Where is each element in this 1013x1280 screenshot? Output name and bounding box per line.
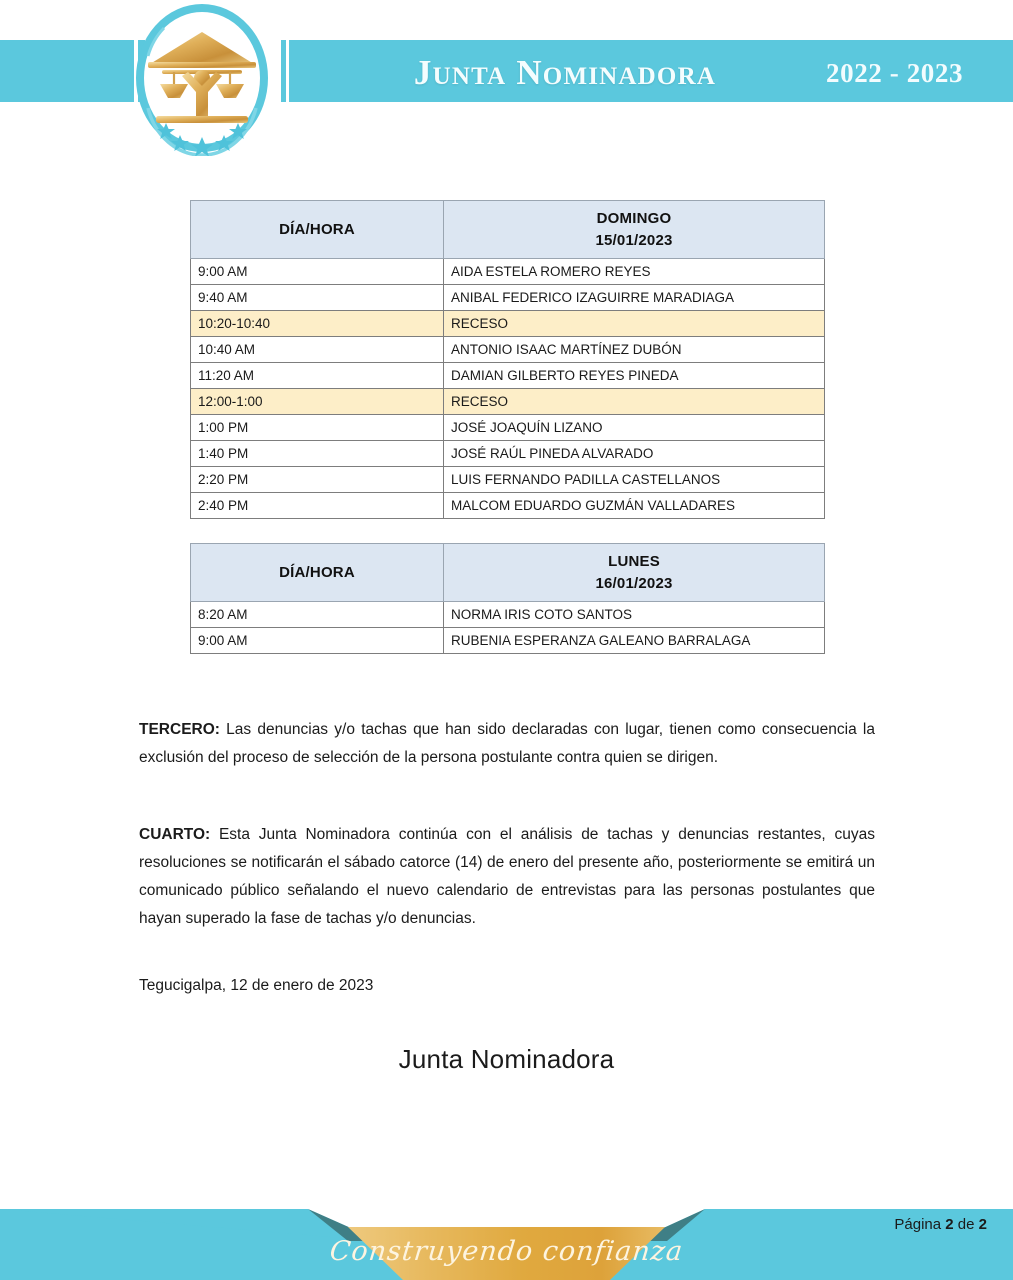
cell-time: 9:00 AM — [191, 628, 444, 654]
column-header-day — [444, 544, 825, 602]
footer-page-current: 2 — [945, 1216, 954, 1233]
cell-time: 1:00 PM — [191, 415, 444, 441]
cell-name: ANTONIO ISAAC MARTÍNEZ DUBÓN — [444, 337, 825, 363]
paragraph-cuarto-text: Esta Junta Nominadora continúa con el análisis de tachas y denuncias restantes, cuyas resoluciones se notificarán el sábado catorce (14) de enero del presente año, posteriormente se emitirá un comunicado público señalando el nuevo calendario de entrevistas para las personas postulantes que hayan superado la fase de tachas y/o denuncias. — [139, 825, 875, 927]
cell-time: 12:00-1:00 — [191, 389, 444, 415]
paragraph-tercero — [139, 716, 875, 772]
footer-page-total: 2 — [978, 1216, 987, 1233]
page-header — [0, 0, 1013, 160]
cell-time: 10:40 AM — [191, 337, 444, 363]
column-header-time: DÍA/HORA — [191, 544, 444, 602]
cell-name: RUBENIA ESPERANZA GALEANO BARRALAGA — [444, 628, 825, 654]
table-row — [191, 389, 825, 415]
column-header-day-name: DOMINGO — [596, 209, 672, 227]
place-and-date: Tegucigalpa, 12 de enero de 2023 — [139, 976, 374, 994]
cell-time: 11:20 AM — [191, 363, 444, 389]
column-header-day-name: LUNES — [608, 552, 660, 570]
cell-time: 8:20 AM — [191, 602, 444, 628]
table-row — [191, 259, 825, 285]
cell-time: 9:40 AM — [191, 285, 444, 311]
cell-time: 2:20 PM — [191, 467, 444, 493]
cell-name: MALCOM EDUARDO GUZMÁN VALLADARES — [444, 493, 825, 519]
schedule-table-lunes-wrapper — [190, 543, 825, 654]
cell-name: JOSÉ JOAQUÍN LIZANO — [444, 415, 825, 441]
table-row — [191, 602, 825, 628]
cell-name: LUIS FERNANDO PADILLA CASTELLANOS — [444, 467, 825, 493]
cell-time: 10:20-10:40 — [191, 311, 444, 337]
cell-time: 9:00 AM — [191, 259, 444, 285]
table-row — [191, 363, 825, 389]
table-row — [191, 337, 825, 363]
cell-name: ANIBAL FEDERICO IZAGUIRRE MARADIAGA — [444, 285, 825, 311]
paragraph-tercero-label: TERCERO: — [139, 720, 220, 738]
cell-name: RECESO — [444, 311, 825, 337]
schedule-table-lunes-body — [191, 602, 825, 654]
column-header-time: DÍA/HORA — [191, 201, 444, 259]
table-row — [191, 415, 825, 441]
column-header-day-date: 16/01/2023 — [595, 574, 673, 592]
footer-page-number — [894, 1216, 987, 1233]
paragraph-tercero-text: Las denuncias y/o tachas que han sido declaradas con lugar, tienen como consecuencia la exclusión del proceso de selección de la persona postulante contra quien se dirigen. — [139, 720, 875, 766]
table-row — [191, 311, 825, 337]
schedule-table-domingo — [190, 200, 825, 519]
table-row — [191, 467, 825, 493]
cell-name: AIDA ESTELA ROMERO REYES — [444, 259, 825, 285]
schedule-table-domingo-body — [191, 259, 825, 519]
cell-name: JOSÉ RAÚL PINEDA ALVARADO — [444, 441, 825, 467]
footer-page-middle: de — [953, 1216, 979, 1233]
column-header-day — [444, 201, 825, 259]
footer-page-prefix: Página — [894, 1216, 946, 1233]
footer-ribbon-graphic — [0, 1196, 1013, 1280]
column-header-day-date: 15/01/2023 — [595, 231, 673, 249]
table-header-row — [191, 544, 825, 602]
signature-block: Junta Nominadora — [398, 1044, 615, 1074]
schedule-table-domingo-wrapper — [190, 200, 825, 519]
page-title: Junta Nominadora — [413, 53, 717, 92]
cell-name: NORMA IRIS COTO SANTOS — [444, 602, 825, 628]
footer-slogan: Construyendo confianza — [328, 1236, 685, 1267]
table-row — [191, 285, 825, 311]
cell-name: DAMIAN GILBERTO REYES PINEDA — [444, 363, 825, 389]
table-row — [191, 441, 825, 467]
header-left-bar — [0, 40, 134, 102]
schedule-table-lunes — [190, 543, 825, 654]
paragraph-cuarto-label: CUARTO: — [139, 825, 211, 843]
table-header-row — [191, 201, 825, 259]
table-row — [191, 493, 825, 519]
cell-time: 2:40 PM — [191, 493, 444, 519]
paragraph-cuarto — [139, 821, 875, 933]
header-years: 2022 - 2023 — [826, 58, 964, 88]
scales-of-justice-emblem-icon — [118, 4, 286, 156]
table-row — [191, 628, 825, 654]
cell-name: RECESO — [444, 389, 825, 415]
page-footer — [0, 1196, 1013, 1280]
cell-time: 1:40 PM — [191, 441, 444, 467]
